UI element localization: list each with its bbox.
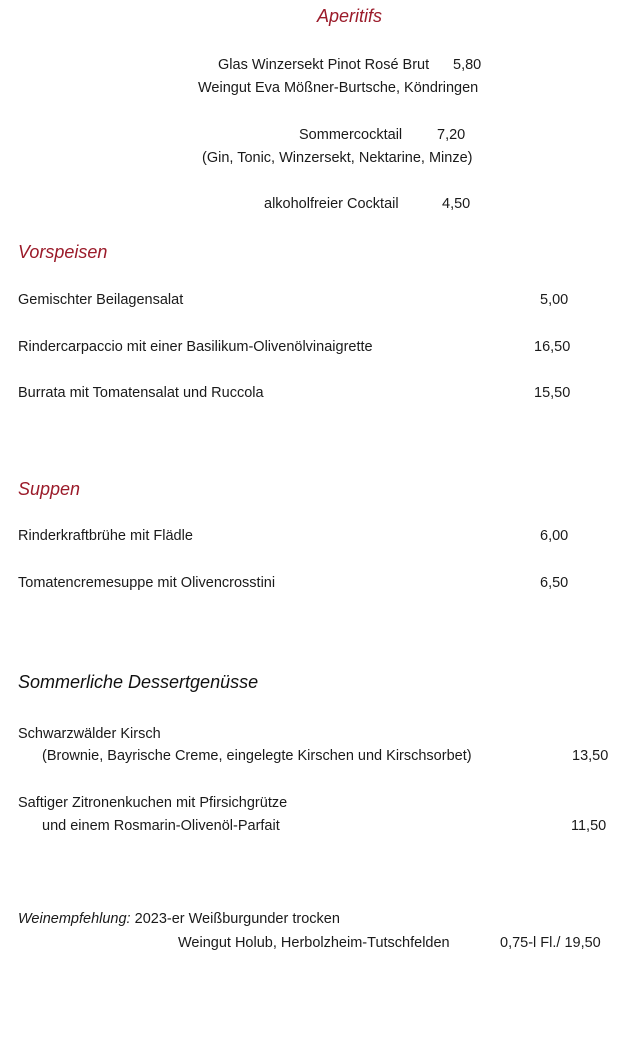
wine-producer: Weingut Holub, Herbolzheim-Tutschfelden <box>178 935 450 951</box>
aperitif-item-description: (Gin, Tonic, Winzersekt, Nektarine, Minze) <box>202 150 473 166</box>
menu-item-name: Saftiger Zitronenkuchen mit Pfirsichgrütze <box>18 795 288 811</box>
menu-item-name: Rinderkraftbrühe mit Flädle <box>18 528 193 544</box>
menu-item-name: Burrata mit Tomatensalat und Ruccola <box>18 385 264 401</box>
aperitif-item-name: Glas Winzersekt Pinot Rosé Brut <box>218 57 430 73</box>
wine-recommendation <box>18 911 340 927</box>
aperitif-item-price: 5,80 <box>453 57 482 73</box>
aperitifs-heading: Aperitifs <box>317 6 383 26</box>
menu-item-description: (Brownie, Bayrische Creme, eingelegte Kirschen und Kirschsorbet) <box>42 748 472 764</box>
menu-item-name: Tomatencremesuppe mit Olivencrosstini <box>18 575 276 591</box>
dessert-heading: Sommerliche Dessertgenüsse <box>18 672 259 692</box>
wine-label: Weinempfehlung: <box>18 911 131 927</box>
menu-item-name: Rindercarpaccio mit einer Basilikum-Olivenölvinaigrette <box>18 339 373 355</box>
wine-price: 0,75-l Fl./ 19,50 <box>500 935 601 951</box>
aperitif-item-price: 4,50 <box>442 196 471 212</box>
menu-item-price: 6,50 <box>540 575 569 591</box>
aperitif-item-price: 7,20 <box>437 127 466 143</box>
aperitif-item-producer: Weingut Eva Mößner-Burtsche, Köndringen <box>198 80 479 96</box>
menu-item-name: Schwarzwälder Kirsch <box>18 726 161 742</box>
vorspeisen-heading: Vorspeisen <box>18 242 108 262</box>
menu-item-description: und einem Rosmarin-Olivenöl-Parfait <box>42 818 280 834</box>
menu-item-price: 13,50 <box>572 748 609 764</box>
menu-item-price: 6,00 <box>540 528 569 544</box>
menu-item-price: 15,50 <box>534 385 571 401</box>
wine-name: 2023-er Weißburgunder trocken <box>134 911 340 927</box>
menu-item-price: 16,50 <box>534 339 571 355</box>
menu-item-price: 11,50 <box>571 818 607 834</box>
aperitif-item-name: Sommercocktail <box>299 127 403 143</box>
menu-item-name: Gemischter Beilagensalat <box>18 292 184 308</box>
aperitif-item-name: alkoholfreier Cocktail <box>264 196 399 212</box>
menu-item-price: 5,00 <box>540 292 569 308</box>
suppen-heading: Suppen <box>18 479 81 499</box>
